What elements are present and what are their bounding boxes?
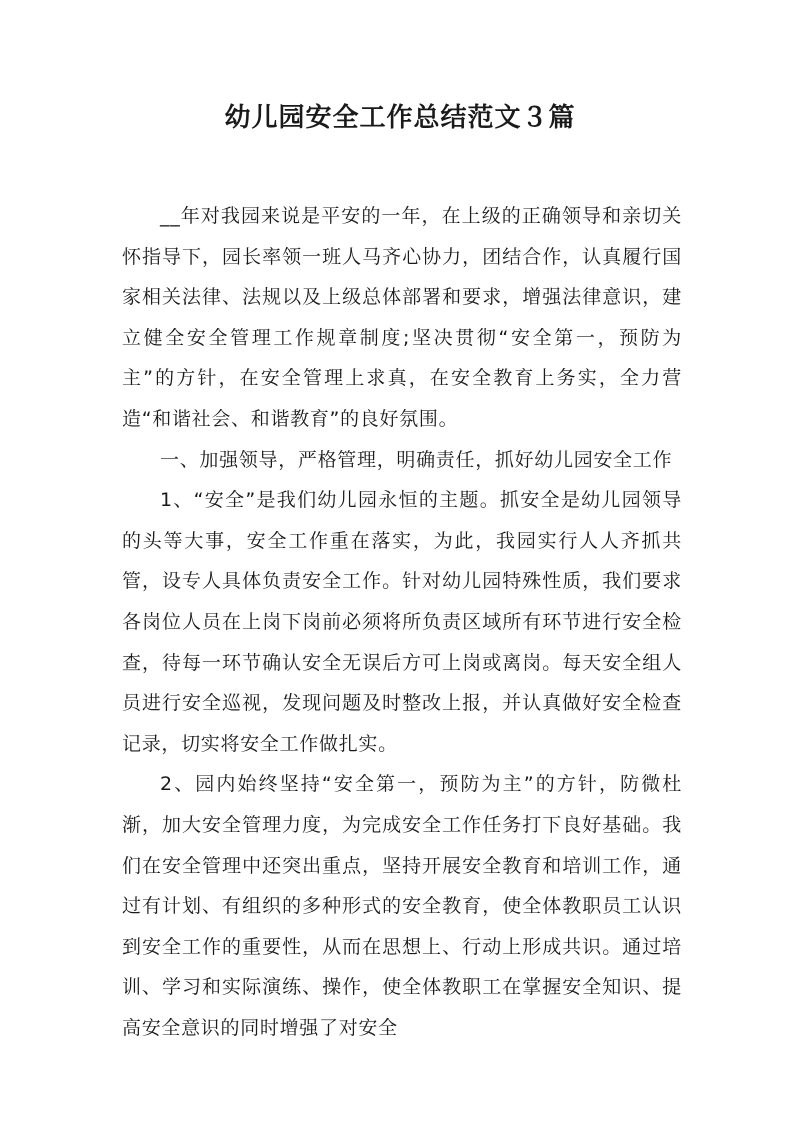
paragraph-point-2: 2、园内始终坚持“安全第一，预防为主”的方针，防微杜渐，加大安全管理力度，为完成安全工作任务打下良好基础。我们在安全管理中还突出重点，坚持开展安全教育和培训工作，通过有计划、有组织的多种形式的安全教育，使全体教职员工认识到安全工作的重要性，从而在思想上、行动上形成共识。通过培训、学习和实际演练、操作，使全体教职工在掌握安全知识、提高安全意识的同时增强了对安全 — [122, 773, 682, 1039]
section-heading: 一、加强领导，严格管理，明确责任，抓好幼儿园安全工作 — [160, 448, 673, 471]
document-title: 幼儿园安全工作总结范文３篇 — [224, 103, 576, 133]
document-body — [122, 196, 682, 1048]
paragraph-point-1: 1、“安全”是我们幼儿园永恒的主题。抓安全是幼儿园领导的头等大事，安全工作重在落实，为此，我园实行人人齐抓共管，设专人具体负责安全工作。针对幼儿园特殊性质，我们要求各岗位人员在上岗下岗前必须将所负责区域所有环节进行安全检查，待每一环节确认安全无误后方可上岗或离岗。每天安全组人员进行安全巡视，发现问题及时整改上报，并认真做好安全检查记录，切实将安全工作做扎实。 — [122, 489, 682, 755]
paragraph-intro: __年对我园来说是平安的一年，在上级的正确领导和亲切关怀指导下，园长率领一班人马齐心协力，团结合作，认真履行国家相关法律、法规以及上级总体部署和要求，增强法律意识，建立健全安全管理工作规章制度;坚决贯彻“安全第一，预防为主”的方针，在安全管理上求真，在安全教育上务实，全力营造“和谐社会、和谐教育”的良好氛围。 — [122, 205, 682, 430]
